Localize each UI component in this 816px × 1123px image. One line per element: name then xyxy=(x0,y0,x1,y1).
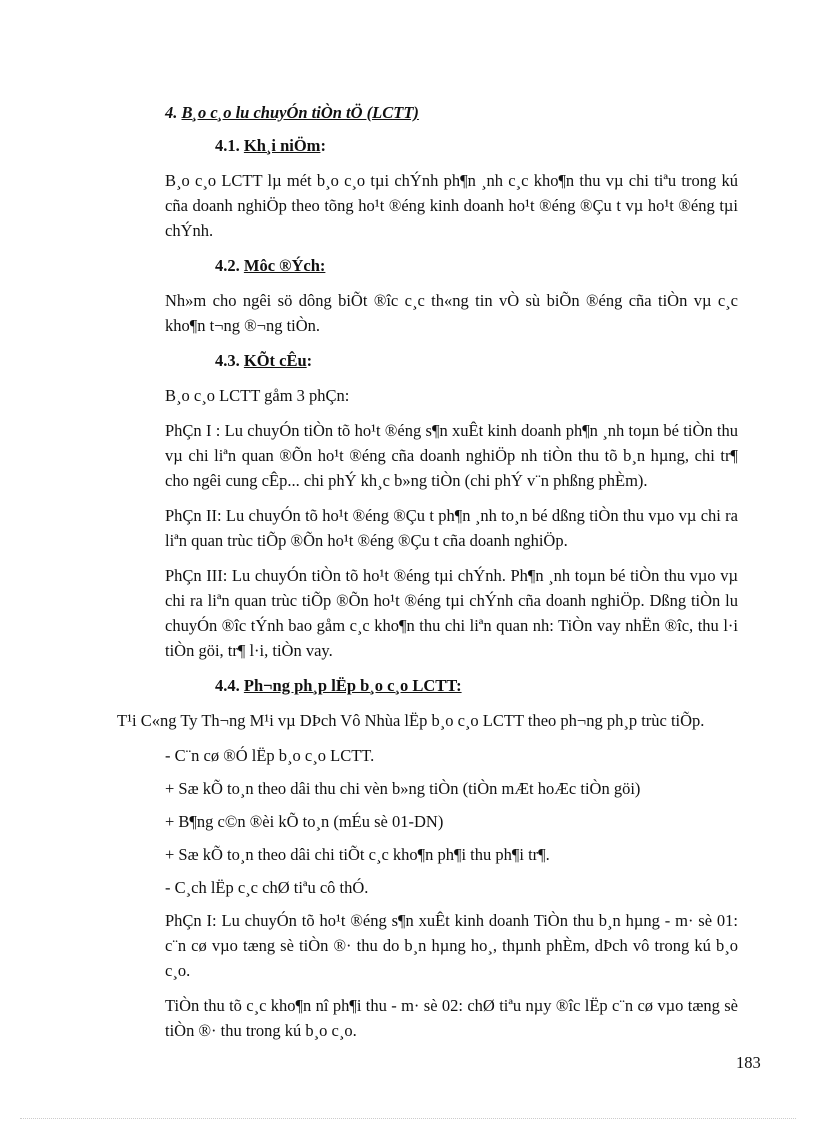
list-item: + Sæ kÕ to¸n theo dâi chi tiÕt c¸c kho¶n ph¶i thu ph¶i tr¶. xyxy=(165,845,550,864)
subsection-title: Kh¸i niÖm xyxy=(243,136,321,155)
subsection-number: 4.2. xyxy=(215,256,240,275)
subsection-title: Ph¬ng ph¸p lËp b¸o c¸o LCTT: xyxy=(243,676,462,695)
subsection-4-2-heading xyxy=(215,253,738,278)
list-item: + B¶ng c©n ®èi kÕ to¸n (mÉu sè 01-DN) xyxy=(165,812,444,831)
subsection-number: 4.1. xyxy=(215,136,240,155)
paragraph: PhÇn I: Lu chuyÓn tõ ho¹t ®éng s¶n xuÊt kinh doanh TiÒn thu b¸n hµng - m· sè 01: c¨n cø vµo tæng sè tiÒn ®· thu do b¸n hµng ho¸, thµnh phÈm, dÞch vô trong kú b¸o c¸o. xyxy=(165,911,738,980)
paragraph: B¸o c¸o LCTT gåm 3 phÇn: xyxy=(165,386,350,405)
subsection-title: Môc ®Ých: xyxy=(243,256,326,275)
subsection-4-4-heading xyxy=(215,673,738,698)
paragraph: PhÇn I : Lu chuyÓn tiÒn tõ ho¹t ®éng s¶n xuÊt kinh doanh ph¶n ¸nh toµn bé tiÒn thu vµ chi liªn quan ®Õn ho¹t ®éng cña doanh nghiÖp nh tiÒn thu tõ b¸n hµng, chi tr¶ cho ngêi cung cÊp... chi phÝ kh¸c b»ng tiÒn (chi phÝ v¨n phßng phÈm). xyxy=(165,421,738,490)
section-title: B¸o c¸o lu chuyÓn tiÒn tÖ (LCTT) xyxy=(181,103,419,122)
paragraph: PhÇn II: Lu chuyÓn tõ ho¹t ®éng ®Çu t ph¶n ¸nh to¸n bé dßng tiÒn thu vµo vµ chi ra liªn quan trùc tiÕp ®Õn ho¹t ®éng ®Çu t cña doanh nghiÖp. xyxy=(165,506,738,550)
paragraph: B¸o c¸o LCTT lµ mét b¸o c¸o tµi chÝnh ph¶n ¸nh c¸c kho¶n thu vµ chi tiªu trong kú cña doanh nghiÖp theo tõng ho¹t ®éng kinh doanh ho¹t ®éng ®Çu t vµ ho¹t ®éng tµi chÝnh. xyxy=(165,171,738,240)
paragraph: TiÒn thu tõ c¸c kho¶n nî ph¶i thu - m· sè 02: chØ tiªu nµy ®îc lËp c¨n cø vµo tæng sè tiÒn ®· thu trong kú b¸o c¸o. xyxy=(165,996,738,1040)
subsection-number: 4.3. xyxy=(215,351,240,370)
paragraph: PhÇn III: Lu chuyÓn tiÒn tõ ho¹t ®éng tµi chÝnh. Ph¶n ¸nh toµn bé tiÒn thu vµo vµ chi ra liªn quan trùc tiÕp ®Õn ho¹t ®éng tµi chÝnh cña doanh nghiÖp. Dßng tiÒn lu chuyÓn ®îc tÝnh bao gåm c¸c kho¶n thu chi liªn quan nh: TiÒn vay nhËn ®îc, thu l·i tiÒn göi, tr¶ l·i, tiÒn vay. xyxy=(165,566,738,660)
list-item: + Sæ kÕ to¸n theo dâi thu chi vèn b»ng tiÒn (tiÒn mÆt hoÆc tiÒn göi) xyxy=(165,779,641,798)
subsection-colon: : xyxy=(306,351,313,370)
paragraph: Nh»m cho ngêi sö dông biÕt ®îc c¸c th«ng tin vÒ sù biÕn ®éng cña tiÒn vµ c¸c kho¶n t¬ng ®¬ng tiÒn. xyxy=(165,291,738,335)
subsection-4-1-heading xyxy=(215,133,738,158)
subsection-4-3-heading xyxy=(215,348,738,373)
paragraph: T¹i C«ng Ty Th¬ng M¹i vµ DÞch Vô Nhùa lËp b¸o c¸o LCTT theo ph¬ng ph¸p trùc tiÕp. xyxy=(117,711,705,730)
section-number: 4. xyxy=(165,103,178,122)
subsection-colon: : xyxy=(320,136,326,155)
list-item: - C¸ch lËp c¸c chØ tiªu cô thÓ. xyxy=(165,878,369,897)
subsection-title: KÕt cÊu xyxy=(243,351,307,370)
page-number: 183 xyxy=(736,1053,761,1072)
subsection-number: 4.4. xyxy=(215,676,240,695)
section-4-heading xyxy=(165,100,738,125)
document-page xyxy=(117,100,738,1053)
page-footer-divider xyxy=(20,1118,796,1119)
list-item: - C¨n cø ®Ó lËp b¸o c¸o LCTT. xyxy=(165,746,375,765)
